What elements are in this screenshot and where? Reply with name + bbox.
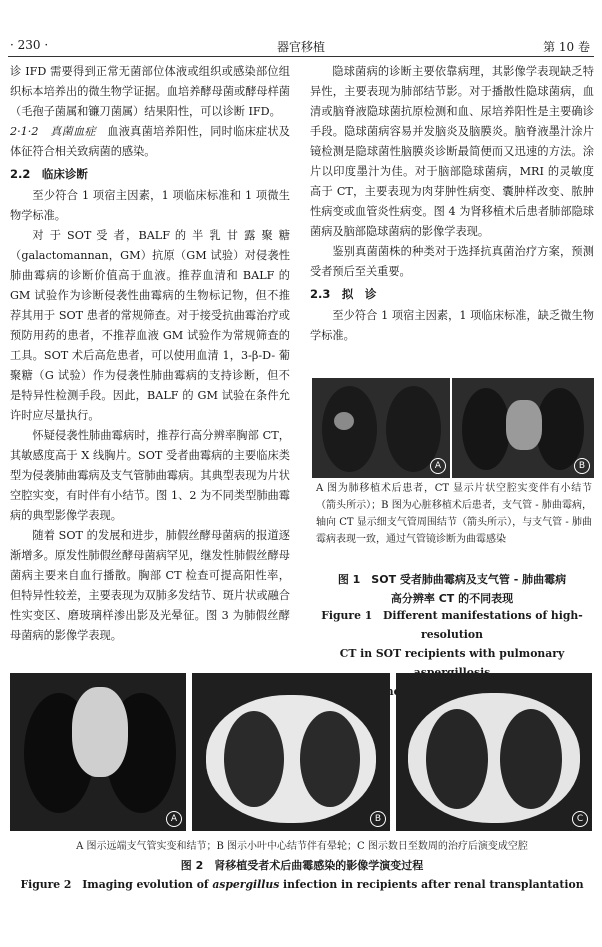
journal-name: 器官移植 — [276, 40, 325, 54]
heart-shape — [72, 687, 128, 777]
paragraph: 对 于 SOT 受 者，BALF 的 半 乳 甘 露 聚 糖（galactomannan，GM）抗原（GM 试验）对侵袭性肺曲霉病的诊断价值高于血液。推荐血清和 BALF 的 GM 试验作为诊断侵袭性曲霉病的生物标记物，但不推荐其用于 SOT 患者的常规筛查。对于接受抗曲霉治疗或预防用药的患者，不推荐血液 GM 试验作为常规筛查的工具。SOT 术后高危患者，可以使用血清 1，3-β-D- 葡聚糖（G 试验）作为侵袭性肺曲霉病的支持诊断，但不是特异性检测手段。因此，BALF 的 GM 试验在条件允许时应尽量执行。 — [10, 229, 290, 422]
figure-1a-ct-image — [312, 378, 450, 478]
figure-1-title-cn: 图 1 SOT 受者肺曲霉病及支气管 - 肺曲霉病 高分辨率 CT 的不同表现 — [337, 573, 567, 605]
paragraph: 鉴别真菌菌株的种类对于选择抗真菌治疗方案，预测受者预后至关重要。 — [310, 245, 594, 278]
lung-shape — [426, 709, 488, 809]
lung-shape — [322, 386, 377, 472]
consolidation-shape — [334, 412, 354, 430]
left-column — [10, 62, 290, 646]
figure-2-title-cn: 图 2 肾移植受者术后曲霉感染的影像学演变过程 — [180, 859, 424, 872]
lung-shape — [462, 388, 510, 470]
figure-1-caption: A 图为肺移植术后患者，CT 显示片状空腔实变伴有小结节（箭头所示）；B 图为心脏移植术后患者，支气管 - 肺曲霉病，轴向 CT 显示细支气管周围结节（箭头所示），与支气管 - 肺曲霉病表现一致，通过气管镜诊断为曲霉感染 — [316, 483, 592, 545]
paragraph: 至少符合 1 项宿主因素，1 项临床标准，缺乏微生物学标准。 — [310, 309, 594, 342]
figure-2c-badge: C — [572, 811, 588, 827]
paragraph: 怀疑侵袭性肺曲霉病时，推荐行高分辨率胸部 CT，其敏感度高于 X 线胸片。SOT 受者曲霉病的主要临床类型为侵袭肺曲霉病及支气管肺曲霉病。其典型表现为片状空腔实变，有时伴有小结节。图 1、2 为不同类型肺曲霉病的典型影像学表现。 — [10, 429, 290, 522]
figure-1a-badge: A — [430, 458, 446, 474]
lung-shape — [500, 709, 562, 809]
figure-2b-ct-image — [192, 673, 390, 831]
section-heading: 2.3 拟 诊 — [310, 287, 377, 301]
mediastinum-shape — [506, 400, 542, 450]
paragraph: 至少符合 1 项宿主因素，1 项临床标准和 1 项微生物学标准。 — [10, 189, 290, 222]
lung-shape — [224, 711, 284, 807]
figure-1-images — [312, 378, 594, 478]
figure-1b-badge: B — [574, 458, 590, 474]
figure-2a-badge: A — [166, 811, 182, 827]
figure-2a-ct-image — [10, 673, 186, 831]
lung-shape — [300, 711, 360, 807]
lung-shape — [536, 388, 584, 470]
paragraph — [10, 122, 290, 162]
figure-2b-badge: B — [370, 811, 386, 827]
section-heading: 2.2 临床诊断 — [10, 167, 88, 181]
page-number: · 230 · — [10, 38, 49, 52]
page-header — [0, 0, 602, 60]
paragraph: 隐球菌病的诊断主要依靠病理，其影像学表现缺乏特异性，主要表现为肺部结节影。对于播散性隐球菌病，血清或脑脊液隐球菌抗原检测和血、尿培养阳性是主要确诊手段。隐球菌病容易并发脑炎及脑膜炎。脑脊液墨汁涂片镜检测是隐球菌性脑膜炎诊断最简便而又迅速的方法。涂片以印度墨汁为佳。对于脑部隐球菌病，MRI 的灵敏度高于 CT，主要表现为肉芽肿性病变、囊肿样改变、脓肿性病变或血管炎性病变。图 4 为肾移植术后患者肺部隐球菌病及脑部隐球菌病的影像学表现。 — [310, 65, 594, 238]
figure-1b-ct-image — [452, 378, 594, 478]
volume-label: 第 10 卷 — [543, 40, 590, 54]
figure-1-title-en: Figure 1 Different manifestations of high-resolution CT in SOT recipients with pulmonary — [321, 609, 583, 660]
figure-2-title-en: Figure 2 Imaging evolution of aspergillus infection in recipients after renal transplantation — [20, 878, 584, 891]
paragraph: 诊 IFD 需要得到正常无菌部位体液或组织或感染部位组织标本培养出的微生物学证据。血培养酵母菌或酵母样菌（毛孢子菌属和镰刀菌属）结果阳性，可以诊断 IFD。 — [10, 65, 290, 118]
right-column — [310, 62, 594, 346]
subsection-heading: 2·1·2 真菌血症 — [10, 125, 96, 138]
header-rule — [8, 56, 594, 57]
paragraph: 随着 SOT 的发展和进步，肺假丝酵母菌病的报道逐渐增多。原发性肺假丝酵母菌病罕见，继发性肺假丝酵母菌病主要来自血行播散。胸部 CT 检查可提高阳性率，但特异性较差，主要表现为双肺多发结节、斑片状或融合性实变区、磨玻璃样渗出影及光晕征。图 3 为肺假丝酵母菌病的影像学表现。 — [10, 529, 290, 642]
figure-2c-ct-image — [396, 673, 592, 831]
figure-2-caption: A 图示远端支气管实变和结节；B 图示小叶中心结节伴有晕轮；C 图示数日至数周的治疗后演变成空腔 — [76, 841, 528, 852]
paragraph-text: 血液真菌培养阳性，同时临床症状及体征符合相关致病菌的感染。 — [10, 125, 290, 158]
